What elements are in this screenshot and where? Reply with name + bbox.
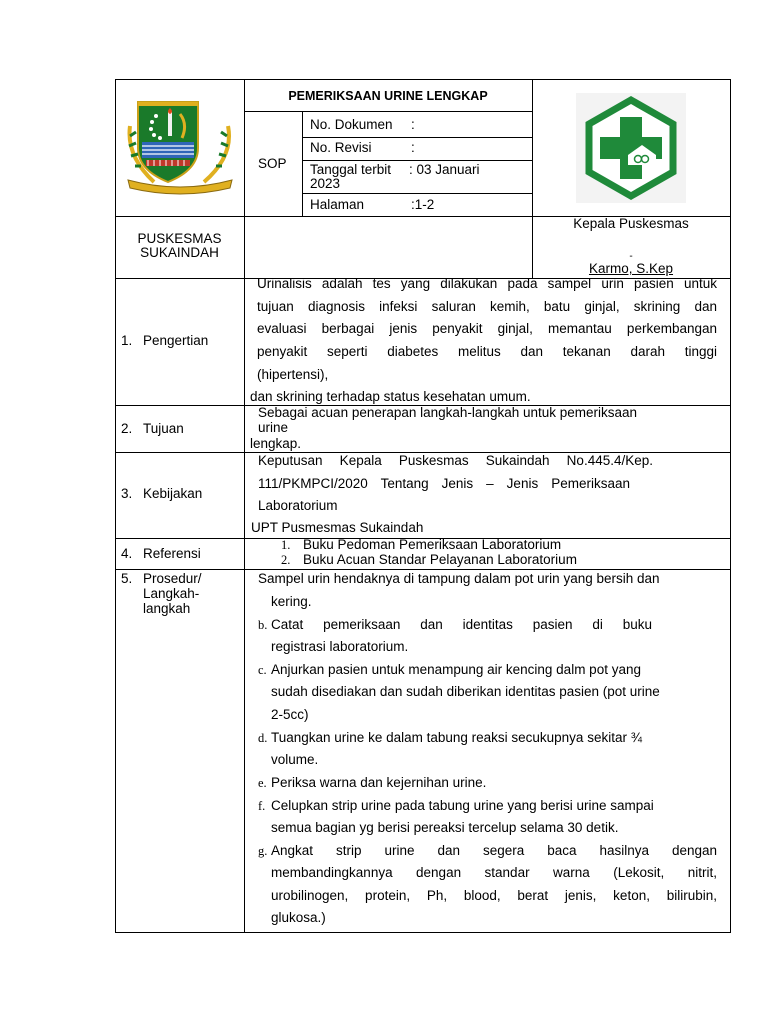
- prosedur-step-line: Anjurkan pasien untuk menampung air kencing dalm pot yang: [271, 662, 641, 677]
- meta-label-no-dokumen: No. Dokumen: [310, 117, 393, 132]
- prosedur-step-marker: c.: [258, 663, 267, 677]
- meta-value-halaman: :1-2: [411, 197, 435, 212]
- section-label-referensi: Referensi: [143, 546, 201, 561]
- pengertian-line: evaluasi berbagai jenis penyakit ginjal, memantau perkembangan: [257, 321, 717, 336]
- kebijakan-line: UPT Pusmesmas Sukaindah: [251, 520, 424, 535]
- prosedur-step-line: sudah disediakan dan sudah diberikan identitas pasien (pot urine: [271, 684, 660, 699]
- document-title: PEMERIKSAAN URINE LENGKAP: [288, 89, 488, 103]
- tujuan-line: urine: [258, 420, 289, 435]
- prosedur-step-marker: d.: [258, 731, 268, 745]
- referensi-item: Buku Acuan Standar Pelayanan Laboratorium: [303, 552, 577, 567]
- org-name-line1: PUSKESMAS: [137, 231, 222, 246]
- section-label-tujuan: Tujuan: [143, 421, 184, 436]
- kebijakan-line: 111/PKMPCI/2020 Tentang Jenis – Jenis Pemeriksaan: [258, 476, 630, 491]
- prosedur-step-line: Celupkan strip urine pada tabung urine yang berisi urine sampai: [271, 798, 654, 813]
- prosedur-step-line: urobilinogen, protein, Ph, blood, berat jenis, keton, bilirubin,: [271, 888, 717, 903]
- prosedur-step-line: Tuangkan urine ke dalam tabung reaksi secukupnya sekitar ¾: [271, 730, 642, 745]
- section-number-prosedur: 5.: [121, 571, 133, 586]
- tujuan-line: lengkap.: [250, 436, 302, 451]
- referensi-item: Buku Pedoman Pemeriksaan Laboratorium: [303, 537, 562, 552]
- tujuan-line: Sebagai acuan penerapan langkah-langkah untuk pemeriksaan: [258, 405, 638, 420]
- section-number-referensi: 4.: [121, 546, 133, 561]
- pengertian-line: dan skrining terhadap status kesehatan umum.: [250, 389, 531, 404]
- prosedur-step-marker: b.: [258, 618, 268, 632]
- prosedur-step-line: 2-5cc): [271, 707, 309, 722]
- kebijakan-line: Keputusan Kepala Puskesmas Sukaindah No.445.4/Kep.: [258, 453, 653, 468]
- section-number-tujuan: 2.: [121, 421, 133, 436]
- head-title: Kepala Puskesmas: [573, 216, 689, 231]
- regional-emblem-icon: [124, 96, 236, 196]
- meta-label-tanggal-terbit: Tanggal terbit: [310, 162, 392, 177]
- prosedur-step-line: volume.: [271, 752, 319, 767]
- section-number-kebijakan: 3.: [121, 486, 133, 501]
- prosedur-step-line: registrasi laboratorium.: [271, 639, 409, 654]
- prosedur-step-line: Sampel urin hendaknya di tampung dalam pot urin yang bersih dan: [258, 571, 660, 586]
- referensi-item-marker: 2.: [281, 553, 291, 567]
- prosedur-step-line: Catat pemeriksaan dan identitas pasien di buku: [271, 617, 652, 632]
- section-label-prosedur: langkah: [143, 601, 191, 616]
- referensi-item-marker: 1.: [281, 538, 291, 552]
- head-dash: -: [629, 251, 633, 262]
- org-name-line2: SUKAINDAH: [140, 245, 219, 260]
- kebijakan-line: Laboratorium: [258, 498, 338, 513]
- prosedur-step-line: glukosa.): [271, 910, 326, 925]
- meta-value-tanggal-terbit-year: 2023: [310, 176, 341, 191]
- prosedur-step-line: Angkat strip urine dan segera baca hasilnya dengan: [271, 843, 717, 858]
- meta-value-no-revisi: :: [411, 140, 415, 155]
- prosedur-step-marker: e.: [258, 776, 267, 790]
- prosedur-step-line: semua bagian yg berisi pereaksi tercelup selama 30 detik.: [271, 820, 619, 835]
- pengertian-line: tujuan diagnosis infeksi saluran kemih, batu ginjal, skrining dan: [257, 299, 717, 314]
- head-name: Karmo, S.Kep: [588, 261, 674, 276]
- meta-value-no-dokumen: :: [411, 117, 415, 132]
- prosedur-step-marker: f.: [258, 799, 266, 813]
- section-number-pengertian: 1.: [121, 333, 133, 348]
- prosedur-step-line: kering.: [271, 594, 312, 609]
- puskesmas-logo-icon: [576, 93, 686, 203]
- prosedur-step-line: Periksa warna dan kejernihan urine.: [271, 775, 487, 790]
- meta-value-tanggal-terbit: : 03 Januari: [409, 162, 480, 177]
- pengertian-line: Urinalisis adalah tes yang dilakukan pada sampel urin pasien untuk: [257, 276, 717, 291]
- section-label-pengertian: Pengertian: [143, 333, 209, 348]
- pengertian-line: (hipertensi),: [257, 367, 329, 382]
- section-label-prosedur: Langkah-: [143, 586, 200, 601]
- section-label-prosedur: Prosedur/: [143, 571, 202, 586]
- prosedur-step-line: membandingkannya dengan standar warna (Lekosit, nitrit,: [271, 865, 717, 880]
- meta-label-halaman: Halaman: [310, 197, 365, 212]
- sop-label: SOP: [258, 156, 287, 171]
- meta-label-no-revisi: No. Revisi: [310, 140, 372, 155]
- section-label-kebijakan: Kebijakan: [143, 486, 203, 501]
- prosedur-step-marker: g.: [258, 844, 268, 858]
- pengertian-line: penyakit seperti diabetes melitus dan tekanan darah tinggi: [257, 344, 717, 359]
